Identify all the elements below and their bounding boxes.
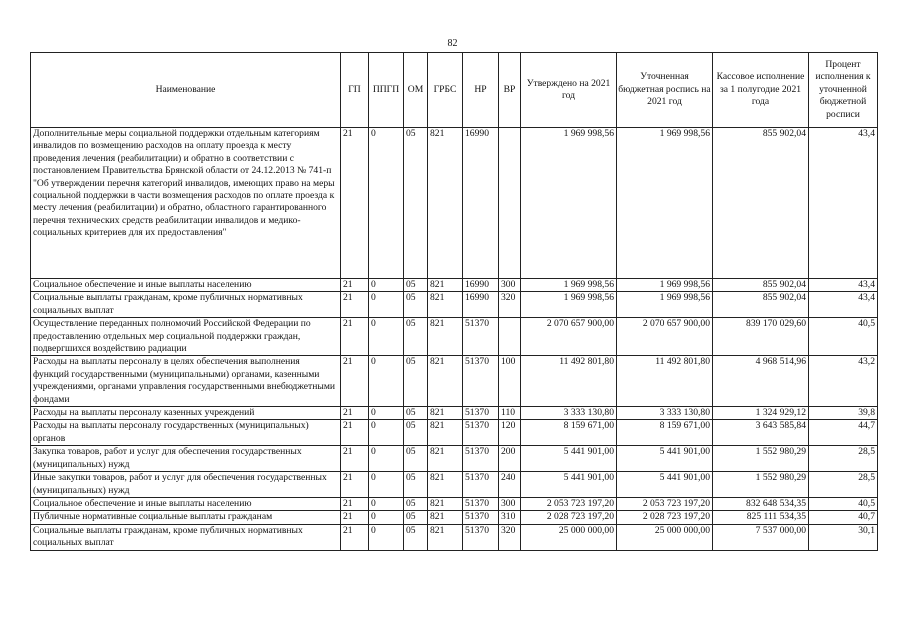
cell-name: Дополнительные меры социальной поддержки отдельным категориям инвалидов по возмещению расходов на оплату проезда к месту проведения лечения (реабилитации) и обратно в соответствии с постановлением Правительства Брянской области от 24.12.2013 № 741-п "Об утверждении перечня категорий инвалидов, имеющих право на меры социальной поддержки в части возмещения расходов по оплате проезда к месту лечения (реабилитации) и обратно, областного гарантированного перечня технических средств реабилитации инвалидов и медико-социальных критериев для их предоставления": [31, 128, 341, 279]
cell-om: 05: [404, 472, 428, 498]
cell-approved: 2 028 723 197,20: [521, 511, 617, 524]
budget-table: [30, 52, 878, 551]
table-row: [31, 472, 878, 498]
cell-approved: 5 441 901,00: [521, 472, 617, 498]
cell-nr: 16990: [463, 279, 499, 292]
cell-grbs: 821: [428, 292, 463, 318]
cell-approved: 5 441 901,00: [521, 446, 617, 472]
cell-refined: 1 969 998,56: [617, 279, 713, 292]
cell-gp: 21: [341, 279, 369, 292]
cell-vr: 100: [499, 356, 521, 407]
header-gp: ГП: [341, 53, 369, 128]
cell-refined: 2 053 723 197,20: [617, 497, 713, 510]
cell-grbs: 821: [428, 446, 463, 472]
cell-approved: 2 070 657 900,00: [521, 318, 617, 356]
cell-nr: 51370: [463, 472, 499, 498]
cell-approved: 11 492 801,80: [521, 356, 617, 407]
table-row: [31, 128, 878, 279]
cell-grbs: 821: [428, 128, 463, 279]
cell-percent: 40,5: [809, 497, 878, 510]
header-row: [31, 53, 878, 128]
cell-approved: 1 969 998,56: [521, 279, 617, 292]
cell-grbs: 821: [428, 472, 463, 498]
cell-nr: 51370: [463, 524, 499, 550]
cell-approved: 1 969 998,56: [521, 292, 617, 318]
cell-om: 05: [404, 128, 428, 279]
cell-refined: 11 492 801,80: [617, 356, 713, 407]
cell-cash: 4 968 514,96: [713, 356, 809, 407]
cell-nr: 51370: [463, 356, 499, 407]
cell-cash: 855 902,04: [713, 279, 809, 292]
cell-vr: 300: [499, 279, 521, 292]
cell-ppgp: 0: [369, 420, 404, 446]
cell-gp: 21: [341, 446, 369, 472]
cell-refined: 5 441 901,00: [617, 472, 713, 498]
header-approved: Утверждено на 2021 год: [521, 53, 617, 128]
cell-om: 05: [404, 407, 428, 420]
cell-nr: 51370: [463, 511, 499, 524]
cell-grbs: 821: [428, 511, 463, 524]
cell-gp: 21: [341, 511, 369, 524]
cell-grbs: 821: [428, 318, 463, 356]
cell-ppgp: 0: [369, 446, 404, 472]
cell-refined: 8 159 671,00: [617, 420, 713, 446]
table-row: [31, 407, 878, 420]
cell-ppgp: 0: [369, 524, 404, 550]
header-vr: ВР: [499, 53, 521, 128]
cell-gp: 21: [341, 292, 369, 318]
header-cash: Кассовое исполнение за 1 полугодие 2021 года: [713, 53, 809, 128]
cell-grbs: 821: [428, 524, 463, 550]
header-nr: НР: [463, 53, 499, 128]
cell-percent: 28,5: [809, 472, 878, 498]
cell-name: Осуществление переданных полномочий Российской Федерации по предоставлению отдельных мер социальной поддержки граждан, подвергшихся воздействию радиации: [31, 318, 341, 356]
cell-cash: 7 537 000,00: [713, 524, 809, 550]
cell-name: Социальные выплаты гражданам, кроме публичных нормативных социальных выплат: [31, 524, 341, 550]
header-om: ОМ: [404, 53, 428, 128]
cell-nr: 51370: [463, 420, 499, 446]
cell-name: Закупка товаров, работ и услуг для обеспечения государственных (муниципальных) нужд: [31, 446, 341, 472]
cell-vr: 200: [499, 446, 521, 472]
header-grbs: ГРБС: [428, 53, 463, 128]
cell-cash: 832 648 534,35: [713, 497, 809, 510]
cell-refined: 1 969 998,56: [617, 292, 713, 318]
cell-cash: 1 324 929,12: [713, 407, 809, 420]
cell-nr: 51370: [463, 407, 499, 420]
cell-name: Социальное обеспечение и иные выплаты населению: [31, 279, 341, 292]
cell-refined: 2 070 657 900,00: [617, 318, 713, 356]
cell-om: 05: [404, 318, 428, 356]
cell-gp: 21: [341, 128, 369, 279]
cell-vr: 310: [499, 511, 521, 524]
table-row: [31, 356, 878, 407]
cell-nr: 51370: [463, 318, 499, 356]
header-refined: Уточненная бюджетная роспись на 2021 год: [617, 53, 713, 128]
cell-ppgp: 0: [369, 292, 404, 318]
cell-cash: 1 552 980,29: [713, 446, 809, 472]
table-row: [31, 446, 878, 472]
cell-refined: 5 441 901,00: [617, 446, 713, 472]
cell-refined: 1 969 998,56: [617, 128, 713, 279]
cell-name: Расходы на выплаты персоналу в целях обеспечения выполнения функций государственными (муниципальными) органами, казенными учреждениями, органами управления государственными внебюджетными фондами: [31, 356, 341, 407]
cell-percent: 43,4: [809, 279, 878, 292]
table-row: [31, 420, 878, 446]
cell-gp: 21: [341, 318, 369, 356]
cell-gp: 21: [341, 420, 369, 446]
cell-cash: 839 170 029,60: [713, 318, 809, 356]
cell-nr: 51370: [463, 446, 499, 472]
cell-percent: 40,7: [809, 511, 878, 524]
cell-vr: 110: [499, 407, 521, 420]
cell-name: Расходы на выплаты персоналу государственных (муниципальных) органов: [31, 420, 341, 446]
cell-ppgp: 0: [369, 511, 404, 524]
cell-name: Иные закупки товаров, работ и услуг для обеспечения государственных (муниципальных) нужд: [31, 472, 341, 498]
cell-om: 05: [404, 279, 428, 292]
cell-name: Социальное обеспечение и иные выплаты населению: [31, 497, 341, 510]
cell-grbs: 821: [428, 497, 463, 510]
cell-name: Публичные нормативные социальные выплаты гражданам: [31, 511, 341, 524]
cell-cash: 3 643 585,84: [713, 420, 809, 446]
cell-nr: 16990: [463, 128, 499, 279]
cell-vr: 240: [499, 472, 521, 498]
cell-nr: 51370: [463, 497, 499, 510]
cell-vr: 300: [499, 497, 521, 510]
table-row: [31, 318, 878, 356]
cell-percent: 43,4: [809, 292, 878, 318]
cell-approved: 3 333 130,80: [521, 407, 617, 420]
cell-cash: 825 111 534,35: [713, 511, 809, 524]
cell-grbs: 821: [428, 420, 463, 446]
cell-percent: 40,5: [809, 318, 878, 356]
cell-om: 05: [404, 292, 428, 318]
table-row: [31, 511, 878, 524]
cell-vr: 320: [499, 524, 521, 550]
cell-approved: 1 969 998,56: [521, 128, 617, 279]
cell-percent: 44,7: [809, 420, 878, 446]
cell-percent: 30,1: [809, 524, 878, 550]
cell-percent: 39,8: [809, 407, 878, 420]
cell-name: Социальные выплаты гражданам, кроме публичных нормативных социальных выплат: [31, 292, 341, 318]
cell-vr: 320: [499, 292, 521, 318]
cell-grbs: 821: [428, 356, 463, 407]
page-number: 82: [447, 38, 458, 49]
cell-om: 05: [404, 420, 428, 446]
cell-ppgp: 0: [369, 356, 404, 407]
cell-grbs: 821: [428, 279, 463, 292]
cell-gp: 21: [341, 472, 369, 498]
cell-gp: 21: [341, 524, 369, 550]
cell-om: 05: [404, 446, 428, 472]
cell-ppgp: 0: [369, 318, 404, 356]
cell-percent: 28,5: [809, 446, 878, 472]
table-row: [31, 292, 878, 318]
header-ppgp: ППГП: [369, 53, 404, 128]
cell-om: 05: [404, 356, 428, 407]
cell-ppgp: 0: [369, 279, 404, 292]
cell-om: 05: [404, 524, 428, 550]
cell-percent: 43,4: [809, 128, 878, 279]
cell-cash: 855 902,04: [713, 292, 809, 318]
cell-name: Расходы на выплаты персоналу казенных учреждений: [31, 407, 341, 420]
cell-ppgp: 0: [369, 497, 404, 510]
cell-ppgp: 0: [369, 472, 404, 498]
cell-approved: 2 053 723 197,20: [521, 497, 617, 510]
cell-approved: 8 159 671,00: [521, 420, 617, 446]
cell-approved: 25 000 000,00: [521, 524, 617, 550]
cell-gp: 21: [341, 497, 369, 510]
cell-vr: [499, 318, 521, 356]
cell-refined: 3 333 130,80: [617, 407, 713, 420]
cell-refined: 25 000 000,00: [617, 524, 713, 550]
cell-cash: 1 552 980,29: [713, 472, 809, 498]
cell-gp: 21: [341, 407, 369, 420]
table-row: [31, 524, 878, 550]
cell-ppgp: 0: [369, 407, 404, 420]
cell-nr: 16990: [463, 292, 499, 318]
header-percent: Процент исполнения к уточненной бюджетной росписи: [809, 53, 878, 128]
cell-percent: 43,2: [809, 356, 878, 407]
cell-cash: 855 902,04: [713, 128, 809, 279]
cell-grbs: 821: [428, 407, 463, 420]
table-row: [31, 279, 878, 292]
cell-ppgp: 0: [369, 128, 404, 279]
cell-refined: 2 028 723 197,20: [617, 511, 713, 524]
table-row: [31, 497, 878, 510]
header-name: Наименование: [31, 53, 341, 128]
cell-vr: [499, 128, 521, 279]
cell-om: 05: [404, 511, 428, 524]
cell-om: 05: [404, 497, 428, 510]
cell-vr: 120: [499, 420, 521, 446]
cell-gp: 21: [341, 356, 369, 407]
